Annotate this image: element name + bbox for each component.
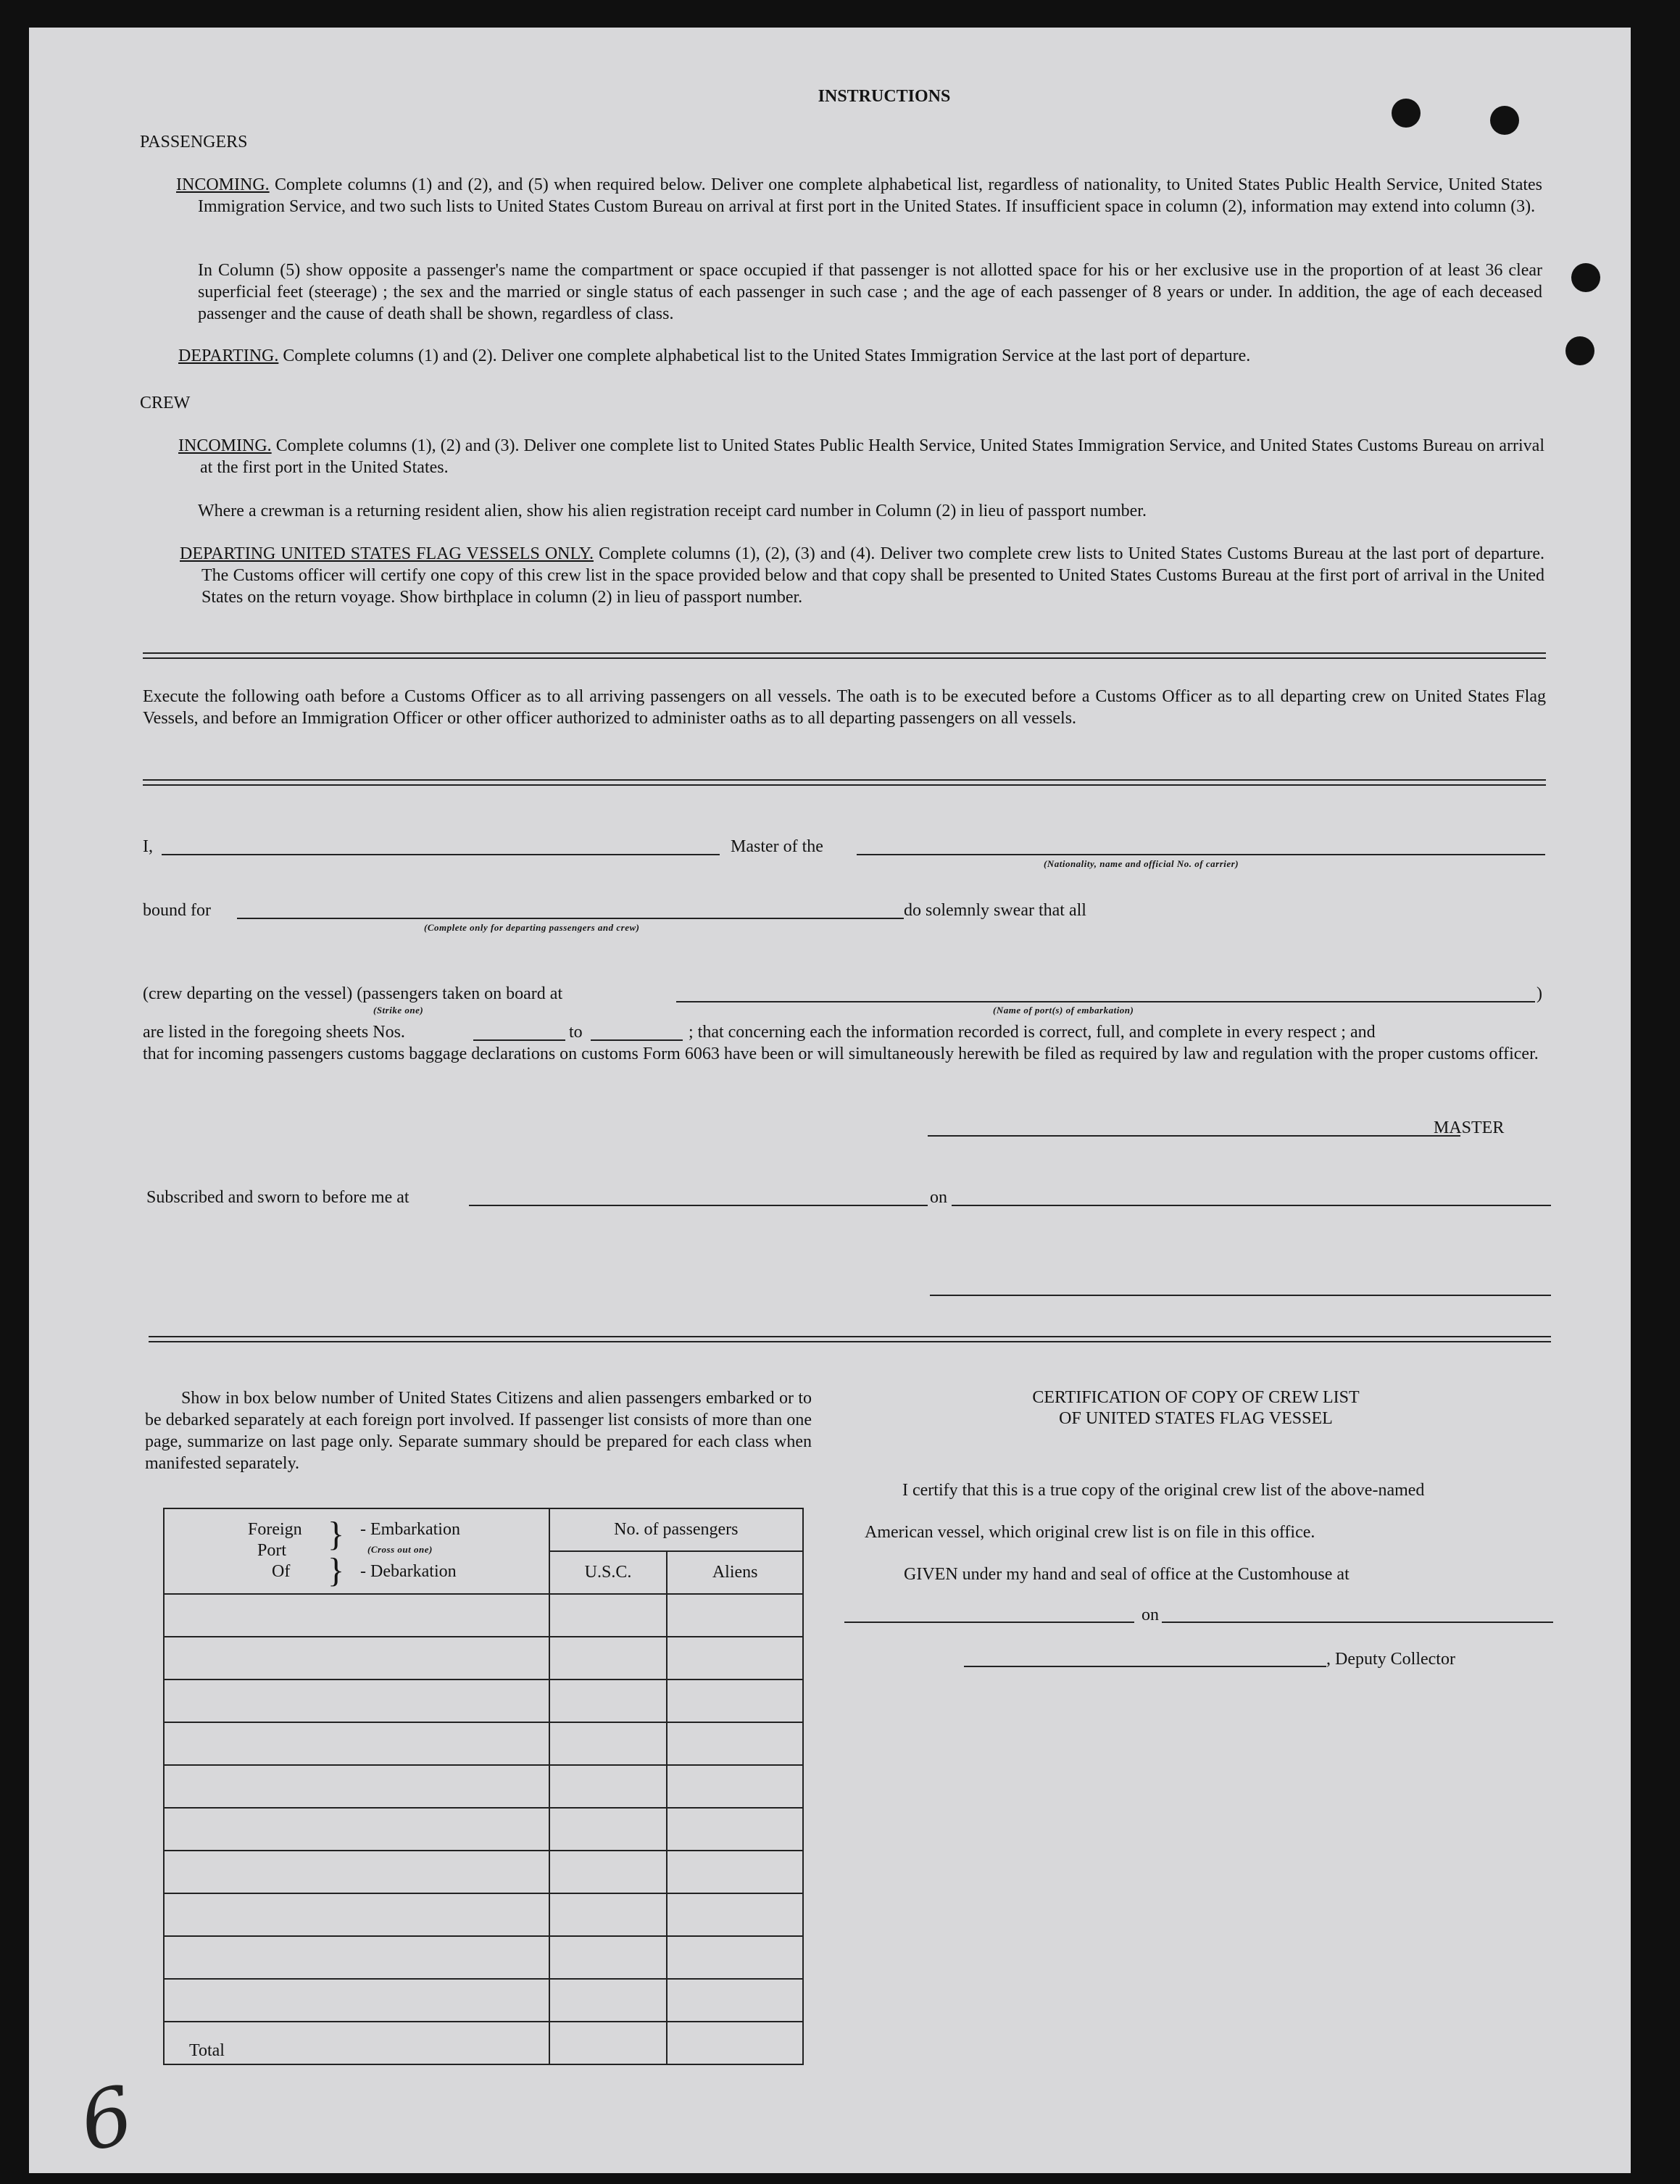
table-row [164,1765,803,1808]
crew-departing-text: Complete columns (1), (2), (3) and (4). Deliver two complete crew lists to United States Customs Bureau at the last port of departure. The Customs officer will certify one copy of this crew list in the space provided below and that copy shall be presented to United States Customs Bureau at the first port of arrival in the United States on the return voyage. Show birthplace in column (2) in lieu of passport number. [201,544,1544,607]
crew-incoming-label: INCOMING. [178,436,272,455]
usc-total-cell[interactable] [549,2022,668,2064]
port-cell[interactable] [164,1893,549,1936]
complete-only-caption: (Complete only for departing passengers and crew) [424,922,640,933]
passengers-heading: PASSENGERS [140,133,248,151]
port-cell[interactable] [164,1851,549,1893]
debarkation-label: - Debarkation [360,1562,457,1581]
usc-label: U.S.C. [584,1563,632,1582]
crew-departing-label: DEPARTING UNITED STATES FLAG VESSELS ONLY. [180,544,594,563]
table-row [164,1594,803,1637]
usc-cell[interactable] [549,1936,668,1979]
aliens-cell[interactable] [667,1765,803,1808]
brace-2: } [328,1551,345,1590]
certify-line-1: I certify that this is a true copy of the original crew list of the above-named [902,1481,1425,1500]
strike-one-caption: (Strike one) [373,1005,424,1016]
aliens-cell[interactable] [667,1979,803,2022]
aliens-cell[interactable] [667,1679,803,1722]
oath-intro: Execute the following oath before a Customs Officer as to all arriving passengers on all vessels. The oath is to be executed before a Customs Officer as to all departing crew on United States Flag Vessels, and before an Immigration Officer or other officer authorized to administer oaths as to all departing passengers on all vessels. [143,687,1546,728]
passengers-departing-paragraph [178,345,1548,367]
usc-cell[interactable] [549,1722,668,1765]
usc-cell[interactable] [549,1851,668,1893]
passenger-summary-table [163,1508,804,2065]
table-row [164,1808,803,1851]
crew-incoming-text: Complete columns (1), (2) and (3). Deliver one complete list to United States Public Health Service, United States Immigration Service, and United States Customs Bureau on arrival at the first port in the United States. [200,436,1545,477]
punch-hole-3 [1571,263,1600,292]
port-cell[interactable] [164,1722,549,1765]
table-row [164,1979,803,2022]
total-label: Total [189,2041,225,2060]
punch-hole-1 [1392,99,1421,128]
usc-cell[interactable] [549,1808,668,1851]
table-row-total [164,2022,803,2064]
certification-title-2: OF UNITED STATES FLAG VESSEL [1059,1409,1333,1428]
carrier-field[interactable] [857,854,1545,855]
handwritten-page-mark: 6 [72,2068,141,2170]
customhouse-field[interactable] [844,1622,1134,1623]
oath-closing-paren: ) [1536,984,1542,1003]
sworn-place-field[interactable] [469,1205,928,1206]
summary-intro: Show in box below number of United States Citizens and alien passengers embarked or to be debarked separately at each foreign port involved. If passenger list consists of more than one page, summarize on last page only. Separate summary should be prepared for each class when manifested separately. [145,1389,812,1473]
subscribed-label: Subscribed and sworn to before me at [146,1188,409,1207]
page-title: INSTRUCTIONS [818,87,951,106]
section-divider-1 [143,652,1546,659]
usc-cell[interactable] [549,1679,668,1722]
total-cell [164,2022,549,2064]
usc-cell[interactable] [549,1594,668,1637]
table-row [164,1936,803,1979]
aliens-cell[interactable] [667,1893,803,1936]
port-cell[interactable] [164,1679,549,1722]
aliens-cell[interactable] [667,1808,803,1851]
port-cell[interactable] [164,1637,549,1679]
usc-cell[interactable] [549,1893,668,1936]
aliens-label: Aliens [712,1563,758,1582]
cert-date-field[interactable] [1162,1622,1553,1623]
table-row [164,1851,803,1893]
sheet-to-field[interactable] [591,1039,683,1041]
port-cell[interactable] [164,1808,549,1851]
crew-departing-paragraph [180,543,1544,608]
table-row [164,1679,803,1722]
brace-1: } [328,1515,345,1553]
passengers-departing-label: DEPARTING. [178,346,279,365]
no-of-passengers-label: No. of passengers [614,1520,739,1539]
port-cell[interactable] [164,1594,549,1637]
master-name-field[interactable] [162,854,720,855]
passengers-incoming-text: Complete columns (1) and (2), and (5) when required below. Deliver one complete alphabetical list, regardless of nationality, to United States Public Health Service, United States Immigration Service, and two such lists to United States Custom Bureau on arrival at first port in the United States. If insufficient space in column (2), information may extend into column (3). [198,175,1542,216]
punch-hole-2 [1490,106,1519,135]
punch-hole-4 [1565,336,1594,365]
oath-i-label: I, [143,837,153,856]
table-row [164,1637,803,1679]
passengers-departing-text: Complete columns (1) and (2). Deliver one complete alphabetical list to the United States Immigration Service at the last port of departure. [283,346,1251,365]
deputy-collector-label: , Deputy Collector [1326,1650,1455,1669]
port-cell[interactable] [164,1936,549,1979]
certify-line-2: American vessel, which original crew list is on file in this office. [865,1523,1315,1542]
port-cell[interactable] [164,1979,549,2022]
aliens-header [667,1551,803,1594]
aliens-cell[interactable] [667,1936,803,1979]
oath-listed-suffix: ; that concerning each the information recorded is correct, full, and complete in every respect ; and [689,1023,1376,1042]
port-cell[interactable] [164,1765,549,1808]
form-page [29,28,1631,2173]
oath-to-label: to [569,1023,583,1042]
oath-do-solemnly: do solemnly swear that all [904,901,1086,920]
usc-cell[interactable] [549,1979,668,2022]
officer-signature-field[interactable] [930,1295,1551,1296]
passengers-incoming-label: INCOMING. [176,175,270,194]
master-signature-field[interactable] [928,1135,1460,1137]
aliens-cell[interactable] [667,1637,803,1679]
oath-master-of-the: Master of the [731,837,823,856]
embarkation-ports-field[interactable] [676,1001,1535,1002]
foreign-port-header [164,1508,549,1594]
table-row [164,1722,803,1765]
sheet-from-field[interactable] [473,1039,565,1041]
usc-header [549,1551,668,1594]
table-row [164,1893,803,1936]
nationality-caption: (Nationality, name and official No. of carrier) [1044,858,1239,869]
master-label: MASTER [1434,1118,1505,1137]
bound-for-field[interactable] [237,918,904,919]
name-of-ports-caption: (Name of port(s) of embarkation) [993,1005,1134,1016]
aliens-cell[interactable] [667,1722,803,1765]
col-of-label: Of [272,1562,291,1581]
oath-crew-departing: (crew departing on the vessel) (passengers taken on board at [143,984,563,1003]
crew-incoming-paragraph [178,435,1544,478]
oath-bound-for: bound for [143,901,211,920]
sworn-date-field[interactable] [952,1205,1551,1206]
cross-out-caption: (Cross out one) [367,1544,433,1555]
aliens-cell[interactable] [667,1594,803,1637]
crew-heading: CREW [140,394,191,412]
passengers-column5-text: In Column (5) show opposite a passenger's name the compartment or space occupied if that passenger is not allotted space for his or her exclusive use in the proportion of at least 36 clear superficial feet (steerage) ; the sex and the married or single status of each passenger in such case ; and the age of each passenger of 8 years or under. In addition, the age of each deceased passenger and the cause of death shall be shown, regardless of class. [198,261,1542,323]
passengers-incoming-paragraph [176,174,1542,217]
embarkation-label: - Embarkation [360,1520,460,1539]
section-divider-3 [149,1336,1551,1342]
aliens-cell[interactable] [667,1851,803,1893]
col-port-label: Port [257,1541,287,1560]
section-divider-2 [143,779,1546,786]
col-foreign-label: Foreign [248,1520,302,1539]
usc-cell[interactable] [549,1765,668,1808]
cert-on-label: on [1142,1606,1159,1624]
certification-title-1: CERTIFICATION OF COPY OF CREW LIST [1032,1388,1360,1407]
oath-listed-prefix: are listed in the foregoing sheets Nos. [143,1023,405,1042]
no-of-passengers-header [549,1508,803,1551]
crew-resident-text: Where a crewman is a returning resident alien, show his alien registration receipt card number in Column (2) in lieu of passport number. [198,502,1147,520]
aliens-total-cell[interactable] [667,2022,803,2064]
given-line: GIVEN under my hand and seal of office at the Customhouse at [904,1565,1350,1584]
usc-cell[interactable] [549,1637,668,1679]
oath-listed-rest: that for incoming passengers customs baggage declarations on customs Form 6063 have been or will simultaneously herewith be filed as required by law and regulation with the proper customs officer. [143,1045,1539,1063]
sworn-on-label: on [930,1188,947,1207]
deputy-signature-field[interactable] [964,1666,1326,1667]
